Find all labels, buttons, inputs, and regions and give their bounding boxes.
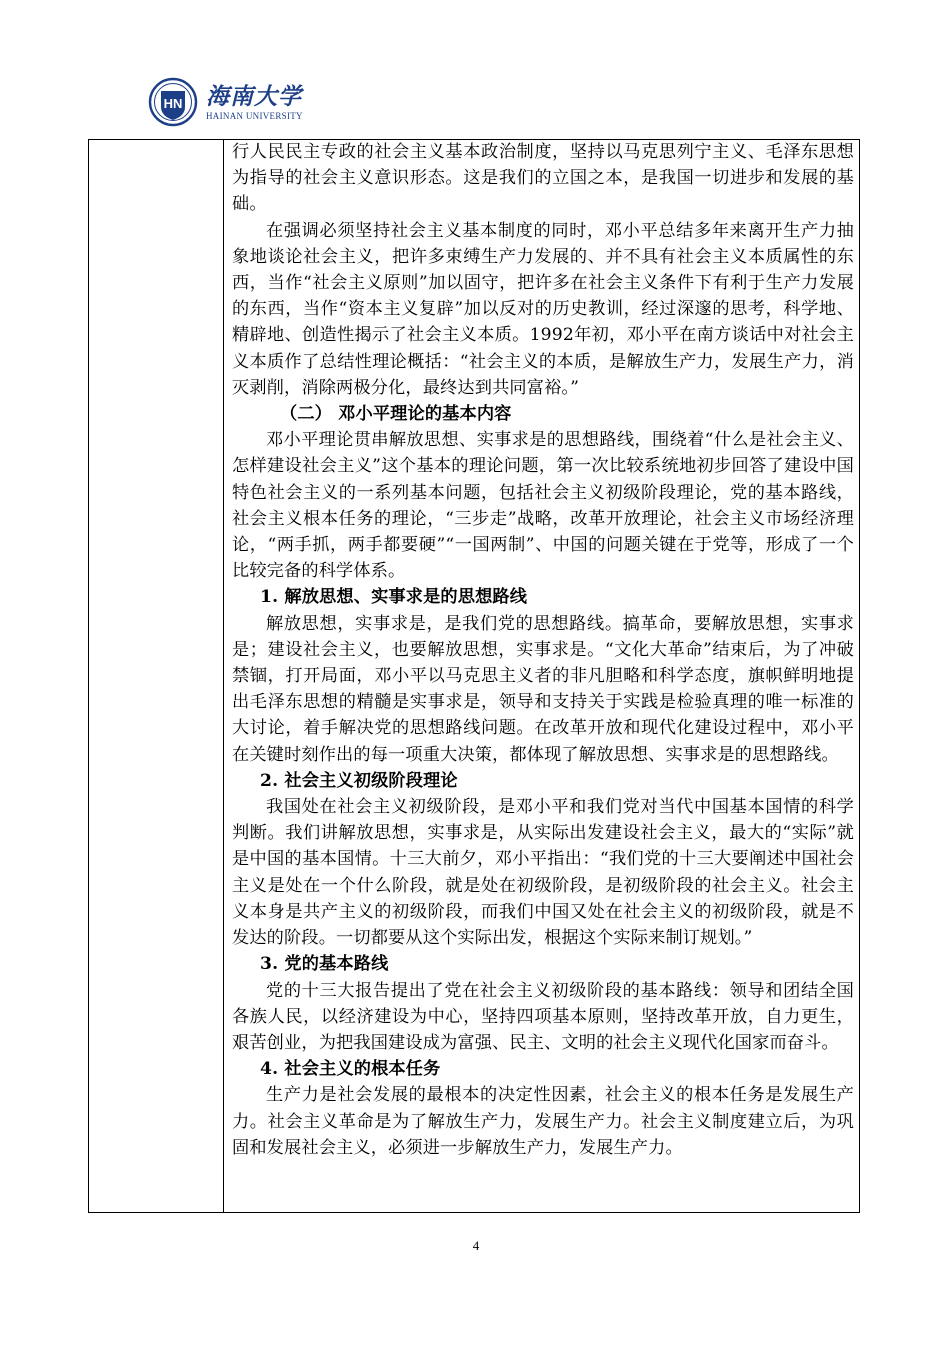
paragraph: 行人民民主专政的社会主义基本政治制度，坚持以马克思列宁主义、毛泽东思想为指导的社会主义意识形态。这是我们的立国之本，是我国一切进步和发展的基础。 [232, 142, 854, 215]
paragraph: 解放思想，实事求是，是我们党的思想路线。搞革命，要解放思想，实事求是；建设社会主义，也要解放思想，实事求是。“文化大革命”结束后，为了冲破禁锢，打开局面，邓小平以马克思主义者的非凡胆略和科学态度，旗帜鲜明地提出毛泽东思想的精髓是实事求是，领导和支持关于实践是检验真理的唯一标准的大讨论，着手解决党的思想路线问题。在改革开放和现代化建设过程中，邓小平在关键时刻作出的每一项重大决策，都体现了解放思想、实事求是的思想路线。 [232, 613, 854, 765]
subsection-heading: 4. 社会主义的根本任务 [260, 1059, 441, 1080]
logo-chinese-name: 海南大学 [206, 82, 302, 110]
document-body [232, 139, 854, 1161]
table-column-divider [223, 139, 224, 1213]
page-number: 4 [472, 1238, 480, 1253]
paragraph: 党的十三大报告提出了党在社会主义初级阶段的基本路线：领导和团结全国各族人民，以经济建设为中心，坚持四项基本原则，坚持改革开放，自力更生，艰苦创业，为把我国建设成为富强、民主、文明的社会主义现代化国家而奋斗。 [232, 980, 854, 1053]
subsection-heading: 2. 社会主义初级阶段理论 [260, 770, 458, 791]
logo-english-name: HAINAN UNIVERSITY [206, 110, 303, 121]
subsection-heading: 1. 解放思想、实事求是的思想路线 [260, 587, 528, 608]
paragraph: 生产力是社会发展的最根本的决定性因素，社会主义的根本任务是发展生产力。社会主义革命是为了解放生产力，发展生产力。社会主义制度建立后，为巩固和发展社会主义，必须进一步解放生产力，发展生产力。 [232, 1085, 854, 1158]
paragraph: 我国处在社会主义初级阶段，是邓小平和我们党对当代中国基本国情的科学判断。我们讲解放思想，实事求是，从实际出发建设社会主义，最大的“实际”就是中国的基本国情。十三大前夕，邓小平指出：“我们党的十三大要阐述中国社会主义是处在一个什么阶段，就是处在初级阶段，是初级阶段的社会主义。社会主义本身是共产主义的初级阶段，而我们中国又处在社会主义的初级阶段，就是不发达的阶段。一切都要从这个实际出发，根据这个实际来制订规划。” [232, 797, 854, 949]
university-seal-icon [148, 74, 198, 130]
logo-text [206, 84, 303, 121]
paragraph: 在强调必须坚持社会主义基本制度的同时，邓小平总结多年来离开生产力抽象地谈论社会主义，把许多束缚生产力发展的、并不具有社会主义本质属性的东西，当作“社会主义原则”加以固守，把许多在社会主义条件下有利于生产力发展的东西，当作“资本主义复辟”加以反对的历史教训，经过深邃的思考，科学地、精辟地、创造性揭示了社会主义本质。1992年初，邓小平在南方谈话中对社会主义本质作了总结性理论概括：“社会主义的本质，是解放生产力，发展生产力，消灭剥削，消除两极分化，最终达到共同富裕。” [232, 220, 854, 398]
paragraph: 邓小平理论贯串解放思想、实事求是的思想路线，围绕着“什么是社会主义、怎样建设社会主义”这个基本的理论问题，第一次比较系统地初步回答了建设中国特色社会主义的一系列基本问题，包括社会主义初级阶段理论，党的基本路线，社会主义根本任务的理论，“三步走”战略，改革开放理论，社会主义市场经济理论，“两手抓，两手都要硬”“一国两制”、中国的问题关键在于党等，形成了一个比较完备的科学体系。 [232, 430, 854, 582]
logo-mark-text: HN [163, 96, 183, 111]
section-heading: （二） 邓小平理论的基本内容 [280, 404, 512, 425]
university-logo [148, 72, 303, 132]
subsection-heading: 3. 党的基本路线 [260, 954, 389, 975]
